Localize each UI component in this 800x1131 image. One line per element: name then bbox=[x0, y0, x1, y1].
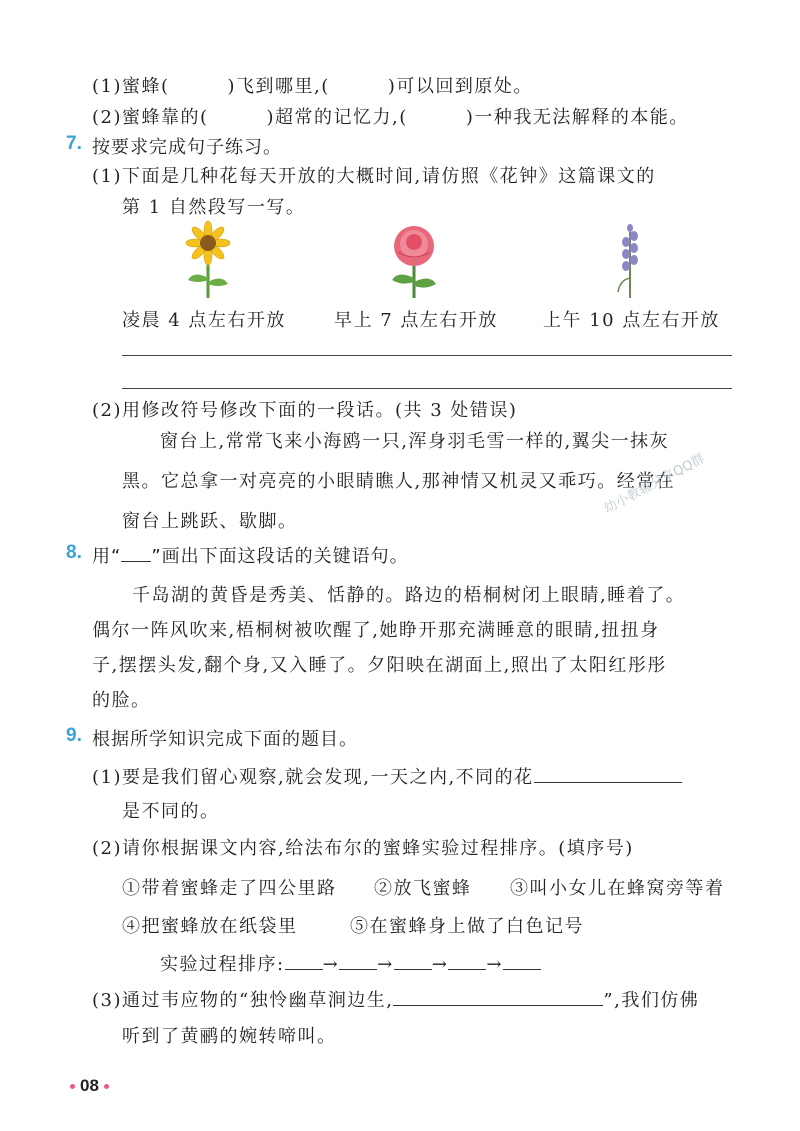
q7-sub1-line2: 第 1 自然段写一写。 bbox=[122, 197, 306, 218]
order-blank-3[interactable] bbox=[394, 953, 432, 970]
order-row: 实验过程排序: → → → → bbox=[160, 950, 541, 976]
q8-passage-line2: 偶尔一阵风吹来,梧桐树被吹醒了,她睁开那充满睡意的眼睛,扭扭身 bbox=[92, 620, 660, 641]
answer-line-2[interactable] bbox=[122, 388, 732, 389]
page-number: 08 bbox=[80, 1076, 99, 1095]
page-footer bbox=[65, 1076, 114, 1096]
q7-sub1-line1: (1)下面是几种花每天开放的大概时间,请仿照《花钟》这篇课文的 bbox=[92, 166, 656, 187]
q9-sub1-line1: (1)要是我们留心观察,就会发现,一天之内,不同的花 bbox=[92, 763, 682, 789]
q6-sub2: (2)蜜蜂靠的( )超常的记忆力,( )一种我无法解释的本能。 bbox=[92, 107, 689, 128]
underline-sample bbox=[121, 545, 151, 562]
q9-sub3-line1: (3)通过韦应物的“独怜幽草涧边生, ”,我们仿佛 bbox=[92, 990, 700, 1011]
q9-number: 9. bbox=[66, 725, 82, 746]
q7-passage-line1: 窗台上,常常飞来小海鸥一只,浑身羽毛雪一样的,翼尖一抹灰 bbox=[160, 431, 670, 452]
sunflower-image bbox=[178, 220, 238, 300]
q6-sub1: (1)蜜蜂( )飞到哪里,( )可以回到原处。 bbox=[92, 76, 533, 97]
q9-title: 根据所学知识完成下面的题目。 bbox=[92, 729, 358, 750]
footer-dot-left bbox=[70, 1084, 75, 1089]
flower-caption-2: 早上 7 点左右开放 bbox=[334, 310, 498, 331]
flower-caption-3: 上午 10 点左右开放 bbox=[543, 310, 720, 331]
order-blank-5[interactable] bbox=[503, 953, 541, 970]
q8-passage-line1: 千岛湖的黄昏是秀美、恬静的。路边的梧桐树闭上眼睛,睡着了。 bbox=[132, 585, 686, 606]
blank-flower-time[interactable] bbox=[534, 766, 682, 783]
q7-title: 按要求完成句子练习。 bbox=[92, 137, 282, 158]
option-5: ⑤在蜜蜂身上做了白色记号 bbox=[350, 916, 584, 937]
q8-passage-line4: 的脸。 bbox=[92, 690, 151, 711]
footer-dot-right bbox=[104, 1084, 109, 1089]
lavender-image bbox=[612, 218, 648, 300]
q7-number: 7. bbox=[66, 133, 82, 154]
answer-line-1[interactable] bbox=[122, 355, 732, 356]
q8-number: 8. bbox=[66, 542, 82, 563]
q8-title: 用“ ”画出下面这段话的关键语句。 bbox=[92, 546, 409, 567]
option-1: ①带着蜜蜂走了四公里路 bbox=[122, 878, 337, 899]
watermark: 幼小教辅分享QQ群 bbox=[601, 451, 708, 517]
option-4: ④把蜜蜂放在纸袋里 bbox=[122, 916, 298, 937]
order-blank-4[interactable] bbox=[448, 953, 486, 970]
q8-passage-line3: 子,摆摆头发,翻个身,又入睡了。夕阳映在湖面上,照出了太阳红彤彤 bbox=[92, 655, 667, 676]
peony-image bbox=[384, 222, 444, 300]
q9-sub1-line2: 是不同的。 bbox=[122, 801, 220, 822]
order-blank-2[interactable] bbox=[339, 953, 377, 970]
q7-sub2-title: (2)用修改符号修改下面的一段话。(共 3 处错误) bbox=[92, 400, 518, 421]
q9-sub2-title: (2)请你根据课文内容,给法布尔的蜜蜂实验过程排序。(填序号) bbox=[92, 838, 634, 859]
flower-caption-1: 凌晨 4 点左右开放 bbox=[122, 310, 286, 331]
option-2: ②放飞蜜蜂 bbox=[374, 878, 472, 899]
q7-passage-line3: 窗台上跳跃、歇脚。 bbox=[122, 511, 298, 532]
q7-passage-line2: 黑。它总拿一对亮亮的小眼睛瞧人,那神情又机灵又乖巧。经常在 bbox=[122, 471, 676, 492]
blank-poem-line[interactable] bbox=[393, 989, 603, 1006]
order-blank-1[interactable] bbox=[285, 953, 323, 970]
q9-sub3-line2: 听到了黄鹂的婉转啼叫。 bbox=[122, 1026, 337, 1047]
option-3: ③叫小女儿在蜂窝旁等着 bbox=[510, 878, 725, 899]
